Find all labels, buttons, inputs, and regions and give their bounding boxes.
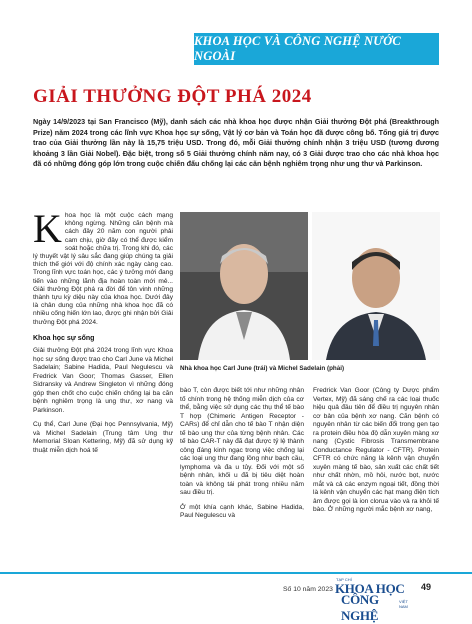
intro-text: hoa học là một cuộc cách mạng không ngừng. Những căn bệnh mà cách đây 20 năm con người phải cam chịu, giờ đây có thể được kiểm soát hoặc chữa trị. Trong khi đó, các lý thuyết vật lý sâu sắc đang giúp chúng ta giải thích thế giới với độ chính xác ngày càng cao. Trong lĩnh vực toán học, các ý tưởng mới đang tiến vào những lãnh địa hoàn toàn mới mẻ... Giải thưởng Đột phá ra đời để tôn vinh những thành tựu kỳ diệu này của khoa học. Dưới đây là chân dung của những nhà khoa học đã có nhiều cống hiến lớn lao, được ghi nhận bởi Giải thưởng Đột phá 2024. — [33, 212, 173, 326]
subheading-life-sciences: Khoa học sự sống — [33, 334, 95, 342]
photo-caption: Nhà khoa học Carl June (trái) và Michel Sadelain (phải) — [180, 365, 345, 372]
page-footer — [0, 574, 472, 623]
magazine-name-line1: KHOA HỌC — [335, 581, 405, 596]
body-paragraph-3: bào T, còn được biết tới như những nhân tố chính trong hệ thống miễn dịch của cơ thể, bằng việc sử dụng các thụ thể tế bào T hợp (Chimeric Antigen Receptor - CARs) để chỉ dẫn cho tế bào T nhận diện tế bào ung thư của từng bệnh nhân. Các tế bào CAR-T này đã đạt được tỷ lệ thành công đáng kinh ngạc trong việc chống lại các loại ung thư đang lồng như bạch cầu, lymphoma và đa u tủy. Đối với một số bệnh nhân, khối u đã bị tiêu diệt hoàn toàn và không tái phát trong nhiều năm sau điều trị. — [180, 387, 304, 496]
body-paragraph-1: Giải thưởng Đột phá 2024 trong lĩnh vực Khoa học sự sống được trao cho Carl June và Michel Sadelain; Sabine Hadida, Paul Negulescu và Fredrick Van Goor; Thomas Gasser, Ellen Sidransky và Andrew Singleton vì những đóng góp then chốt cho cuộc chiến chống lại ba căn bệnh nghiêm trọng là ung thư, xơ nang và Parkinson. — [33, 347, 173, 414]
drop-cap: K — [33, 206, 62, 251]
issue-label: Số 10 năm 2023 — [283, 586, 333, 593]
body-paragraph-4: Ở một khía cạnh khác, Sabine Hadida, Paul Negulescu và — [180, 503, 304, 519]
body-paragraph-2: Cụ thể, Carl June (Đại học Pennsylvania, Mỹ) và Michel Sadelain (Trung tâm Ung thư Memorial Sloan Kettering, Mỹ) đã sử dụng kỹ thuật miễn dịch hoá tế — [33, 421, 173, 454]
body-paragraph-5: Fredrick Van Goor (Công ty Dược phẩm Vertex, Mỹ) đã sáng chế ra các loại thuốc hiệu quả đầu tiên để điều trị nguyên nhân cơ bản của bệnh xơ nang. Căn bệnh có nguyên nhân từ các biến đổi trong gen tạo ra protein điều hòa độ dẫn xuyên màng xơ nang (Cystic Fibrosis Transmembrane Conductance Regulator - CFTR). Protein CFTR có chức năng là kênh vận chuyển xuyên màng tế bào, sản xuất các chất tiết như chất nhờn, mồ hôi, nước bọt, nước mắt và cả các enzym ngoại tiết, đồng thời là kênh vận chuyển các hạt mang điện tích âm được gọi là ion clorua vào và ra khỏi tế bào. Ở những người mắc bệnh xơ nang, — [313, 387, 439, 513]
portrait-illustration — [180, 212, 308, 360]
portrait-illustration — [312, 212, 440, 360]
magazine-name-line2: CÔNG NGHỆ — [341, 592, 379, 623]
magazine-logo — [335, 577, 415, 623]
column-3 — [313, 387, 439, 515]
magazine-country-tag: VIỆT NAM — [399, 599, 408, 609]
magazine-label-small: TẠP CHÍ — [336, 577, 352, 582]
article-lead: Ngày 14/9/2023 tại San Francisco (Mỹ), danh sách các nhà khoa học được nhận Giải thưởng Đột phá (Breakthrough Prize) năm 2024 trong các lĩnh vực Khoa học sự sống, Vật lý cơ bản và Toán học đã được công bố. Tổng giá trị được trao của Giải thưởng lần này là 15,75 triệu USD. Trong đó, mỗi Giải thưởng chính nhận 3 triệu USD (tương đương khoảng 3 lần Giải Nobel). Đặc biệt, trong số 5 Giải thưởng chính năm nay, có 3 Giải được trao cho các nhà khoa học đã có những đóng góp lớn trong cuộc chiến đấu chống lại các căn bệnh nghiêm trọng như ung thư và Parkinson. — [33, 117, 439, 169]
section-title: KHOA HỌC VÀ CÔNG NGHỆ NƯỚC NGOÀI — [194, 34, 401, 63]
photo-carl-june — [180, 212, 308, 360]
page-number: 49 — [421, 582, 432, 592]
photo-pair — [180, 212, 440, 360]
intro-paragraph — [33, 206, 173, 327]
photo-michel-sadelain — [312, 212, 440, 360]
column-2 — [180, 387, 304, 527]
column-1 — [33, 206, 173, 461]
article-title: GIẢI THƯỞNG ĐỘT PHÁ 2024 — [33, 86, 312, 107]
section-header — [194, 33, 439, 65]
